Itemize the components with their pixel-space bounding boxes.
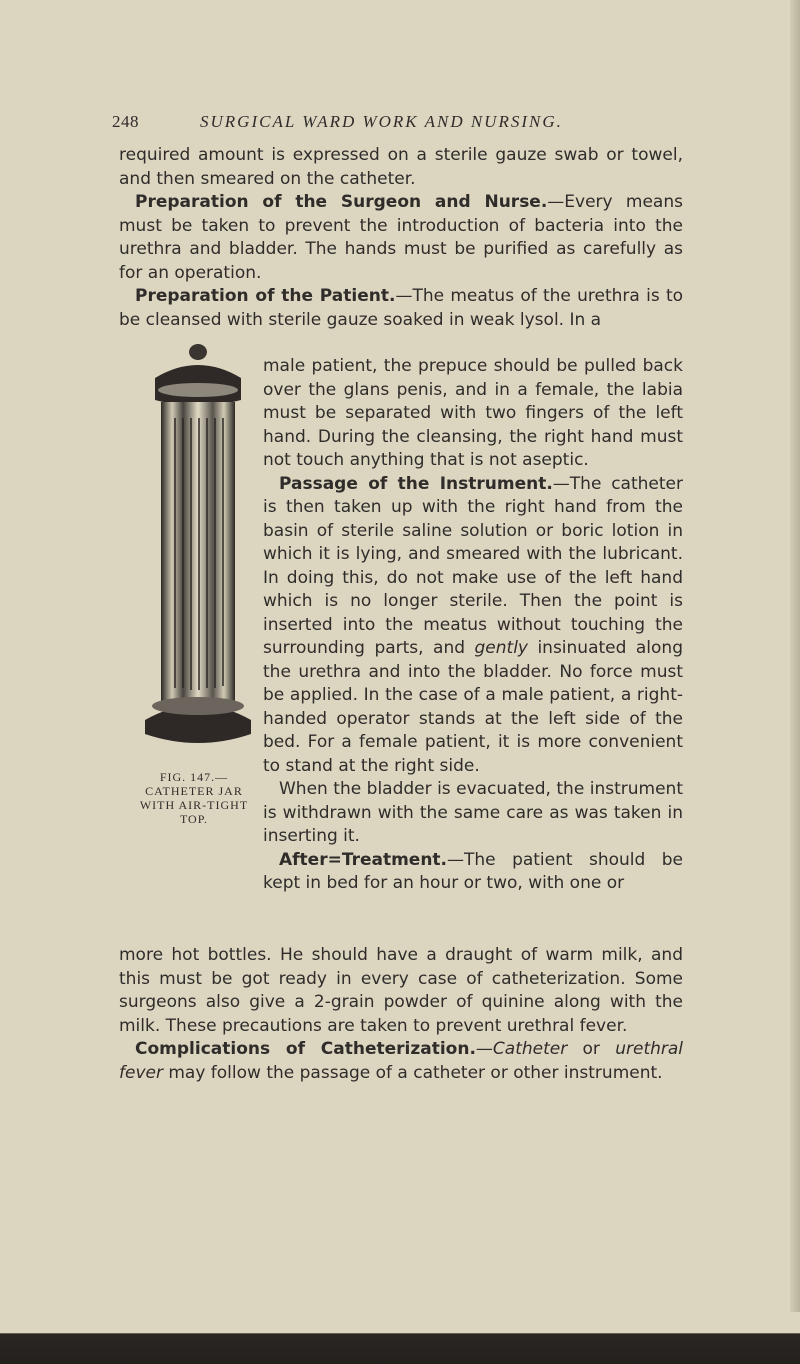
running-title: SURGICAL WARD WORK AND NURSING. xyxy=(200,112,563,131)
text-block-top xyxy=(119,144,683,332)
emphasis-gently: gently xyxy=(474,638,528,658)
page-bottom-shadow xyxy=(0,1312,800,1364)
figure-caption: FIG. 147.— CATHETER JAR WITH AIR-TIGHT TOP. xyxy=(139,770,249,826)
heading-complications: Complications of Catheterization. xyxy=(135,1039,476,1059)
heading-surgeon-nurse: Preparation of the Surgeon and Nurse. xyxy=(135,192,548,212)
paragraph-3-continued: male patient, the prepuce should be pulled back over the glans penis, and in a female, the labia must be separated with two fingers of the left hand. During the cleansing, the right hand must not touch anything that is not aseptic. xyxy=(263,356,683,470)
text-block-bottom xyxy=(119,944,683,1085)
paragraph-2: Preparation of the Surgeon and Nurse.—Every means must be taken to prevent the introduction of bacteria into the urethra and bladder. The hands must be purified as carefully as for an operation. xyxy=(119,192,683,283)
running-header xyxy=(112,112,712,136)
page-number: 248 xyxy=(112,112,139,131)
paragraph-1: required amount is expressed on a sterile gauze swab or towel, and then smeared on the catheter. xyxy=(119,145,683,189)
paragraph-7: Complications of Catheterization.—Catheter or urethral fever may follow the passage of a catheter or other instrument. xyxy=(119,1039,684,1083)
page-edge xyxy=(790,0,800,1364)
paragraph-5: When the bladder is evacuated, the instrument is withdrawn with the same care as was taken in inserting it. xyxy=(263,779,683,846)
heading-patient: Preparation of the Patient. xyxy=(135,286,396,306)
paragraph-4: Passage of the Instrument.—The catheter is then taken up with the right hand from the basin of sterile saline solution or boric lotion in which it is lying, and smeared with the lubricant. In doing this, do not make use of the left hand which is no longer sterile. Then the point is inserted into the meatus without touching the surrounding parts, and gently insinuated along the urethra and into the bladder. No force must be applied. In the case of a male patient, a right-handed operator stands at the left side of the bed. For a female patient, it is more convenient to stand at the right side. xyxy=(263,473,683,776)
heading-after-treatment: After=Treatment. xyxy=(279,849,448,870)
catheter-jar-illustration xyxy=(139,338,257,750)
text-block-right xyxy=(263,355,683,896)
paragraph-3: Preparation of the Patient.—The meatus of the urethra is to be cleansed with sterile gauze soaked in weak lysol. In a xyxy=(119,286,684,330)
paragraph-6-continued: more hot bottles. He should have a draught of warm milk, and this must be got ready in every case of catheterization. Some surgeons also give a 2-grain powder of quinine along with the milk. These precautions are taken to prevent urethral fever. xyxy=(119,945,683,1036)
paragraph-6: After=Treatment.—The patient should be kept in bed for an hour or two, with one or xyxy=(263,849,683,893)
heading-passage: Passage of the Instrument. xyxy=(279,473,553,494)
